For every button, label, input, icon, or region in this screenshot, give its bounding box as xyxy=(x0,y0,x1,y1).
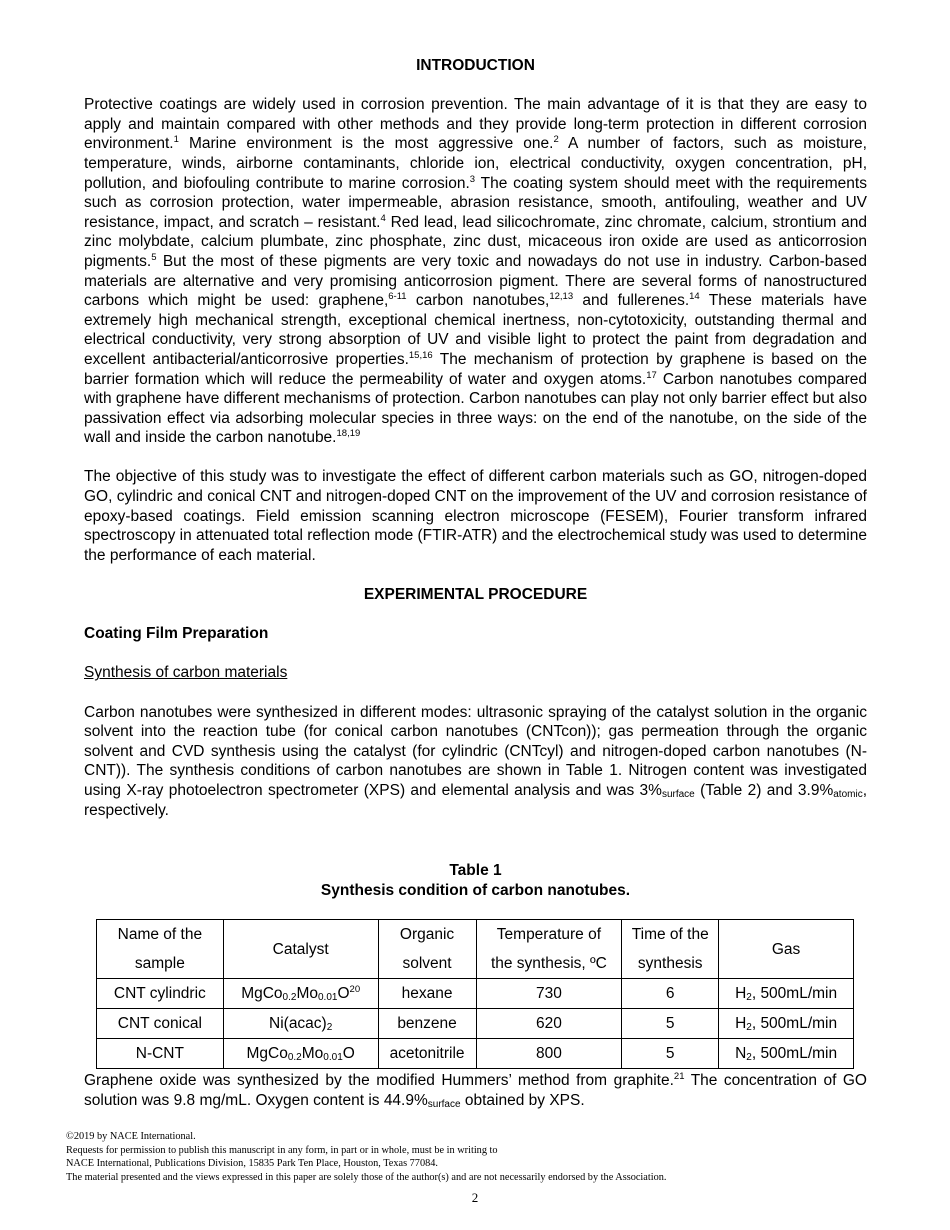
synthesis-subsubheading: Synthesis of carbon materials xyxy=(84,664,288,682)
page-number: 2 xyxy=(471,1190,479,1205)
table-row xyxy=(97,1039,854,1069)
page-body xyxy=(84,56,867,820)
header-gas: Gas xyxy=(719,920,854,979)
experimental-heading: EXPERIMENTAL PROCEDURE xyxy=(363,586,588,604)
cell-solvent: hexane xyxy=(378,979,476,1009)
cell-temperature: 730 xyxy=(476,979,622,1009)
cell-solvent: acetonitrile xyxy=(378,1039,476,1069)
cell-sample: CNT conical xyxy=(97,1009,224,1039)
cell-sample: CNT cylindric xyxy=(97,979,224,1009)
footer-line-2: Requests for permission to publish this manuscript in any form, in part or in whole, must be in writing to xyxy=(66,1144,498,1156)
cell-temperature: 800 xyxy=(476,1039,622,1069)
intro-paragraph-2: The objective of this study was to investigate the effect of different carbon materials such as GO, nitrogen-doped GO, cylindric and conical CNT and nitrogen-doped CNT on the improvement of the UV and corrosion resistance of epoxy-based coatings. Field emission scanning electron microscope (FESEM), Fourier transform infrared spectroscopy in attenuated total reflection mode (FTIR-ATR) and the electrochemical study was used to determine the performance of each material. xyxy=(84,468,867,564)
table-row xyxy=(97,979,854,1009)
table-1-title: Synthesis condition of carbon nanotubes. xyxy=(320,881,631,899)
intro-paragraph-1: Protective coatings are widely used in corrosion prevention. The main advantage of it is that they are easy to apply and maintain compared with other methods and they provide long-term protection in different corrosion environment.$^1$ Marine environment is the most aggressive one.$^2$ A number of factors, such as moisture, temperature, winds, airborne contaminants, chloride ion, electrical conductivity, oxygen concentration, pH, pollution, and biofouling contribute to marine corrosion.$^3$ The coating system should meet with the requirements such as corrosion protection, water impermeable, abrasion resistance, smooth, antifouling, weather and UV resistance, impact, and scratch – resistant.$^4$ Red lead, lead silicochromate, zinc chromate, calcium, strontium and zinc molybdate, calcium plumbate, zinc phosphate, zinc dust, micaceous iron oxide are used as anticorrosion pigments.$^5$ But the most of these pigments are very toxic and nowadays do not use in industry. Carbon-based materials are alternative and very promising anticorrosion pigment. There are several forms of nanostructured carbons which might be used: graphene,$^{6-11}$ carbon nanotubes,$^{12,13}$ and fullerenes.$^{14}$ These materials have extremely high mechanical strength, exceptional chemical inertness, non-cytotoxicity, outstanding thermal and electrical conductivity, very strong absorption of UV and visible light to protect the paint from degradation and excellent antibacterial/anticorrosive properties.$^{15,16}$ The mechanism of protection by graphene is based on the barrier formation which will reduce the permeability of water and oxygen atoms.$^{17}$ Carbon nanotubes compared with graphene have different mechanisms of protection. Carbon nanotubes can play not only barrier effect but also passivation effect via adsorbing molecular species in three ways: on the end of the nanotube, on the side of the wall and inside the carbon nanotube.$^{18,19}$ xyxy=(84,96,867,447)
cell-catalyst: $MgCo_{0.2}Mo_{0.01}O$ xyxy=(223,1039,378,1069)
header-catalyst: Catalyst xyxy=(223,920,378,979)
coating-film-subheading: Coating Film Preparation xyxy=(84,625,269,643)
cell-temperature: 620 xyxy=(476,1009,622,1039)
graphene-oxide-paragraph: Graphene oxide was synthesized by the modified Hummers’ method from graphite.$^{21}$ The concentration of GO solution was 9.8 mg/mL. Oxygen content is $44.9\%_{surface}$ obtained by XPS. xyxy=(84,1070,867,1110)
copyright-footer xyxy=(66,1130,666,1184)
cell-time: 5 xyxy=(622,1009,719,1039)
footer-line-3: NACE International, Publications Division, 15835 Park Ten Place, Houston, Texas 77084. xyxy=(66,1158,438,1169)
table-1 xyxy=(96,919,854,1069)
header-temperature: Temperature of the synthesis, ºC xyxy=(476,920,622,979)
cell-gas: $H_2$, 500mL/min xyxy=(719,1009,854,1039)
cell-solvent: benzene xyxy=(378,1009,476,1039)
table-1-caption xyxy=(84,861,867,900)
cell-catalyst: $MgCo_{0.2}Mo_{0.01}O^{20}$ xyxy=(223,979,378,1009)
footer-line-1: ©2019 by NACE International. xyxy=(66,1131,196,1142)
table-header-row xyxy=(97,920,854,979)
table-1-label: Table 1 xyxy=(449,862,502,879)
cell-time: 5 xyxy=(622,1039,719,1069)
table-row xyxy=(97,1009,854,1039)
cell-gas: $H_2$, 500mL/min xyxy=(719,979,854,1009)
header-solvent: Organic solvent xyxy=(378,920,476,979)
intro-heading: INTRODUCTION xyxy=(416,57,535,74)
synthesis-paragraph: Carbon nanotubes were synthesized in different modes: ultrasonic spraying of the catalyst solution in the organic solvent into the reaction tube (for conical carbon nanotubes (CNTcon)); gas permeation through the organic solvent and CVD synthesis using the catalyst (for cylindric (CNTcyl) and nitrogen-doped carbon nanotubes (N-CNT)). The synthesis conditions of carbon nanotubes are shown in Table 1. Nitrogen content was investigated using X-ray photoelectron spectrometer (XPS) and elemental analysis and was $3\%_{surface}$ (Table 2) and $3.9\%_{atomic}$, respectively. xyxy=(84,703,868,819)
cell-time: 6 xyxy=(622,979,719,1009)
header-time: Time of the synthesis xyxy=(622,920,719,979)
cell-catalyst: $Ni(acac)_2$ xyxy=(223,1009,378,1039)
cell-gas: $N_2$, 500mL/min xyxy=(719,1039,854,1069)
footer-line-4: The material presented and the views expressed in this paper are solely those of the author(s) and are not necessarily endorsed by the Association. xyxy=(66,1171,667,1183)
header-sample: Name of the sample xyxy=(97,920,224,979)
cell-sample: N-CNT xyxy=(97,1039,224,1069)
